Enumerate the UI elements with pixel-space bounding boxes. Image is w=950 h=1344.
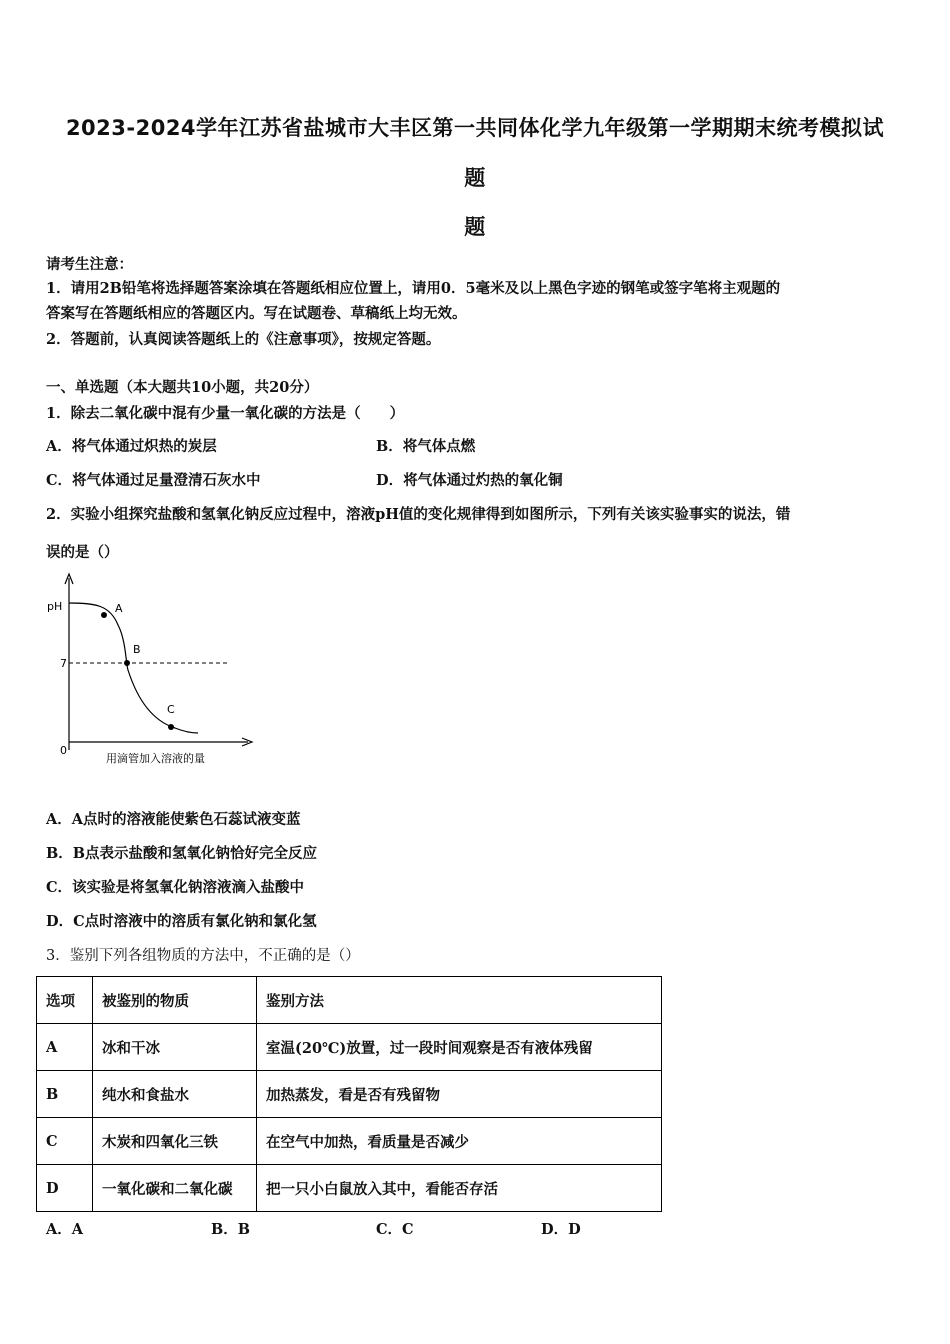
- q3-option-b: B．B: [211, 1221, 251, 1238]
- table-cell: B: [37, 1071, 93, 1118]
- q1-stem: 1．除去二氧化碳中混有少量一氧化碳的方法是（ ）: [46, 405, 405, 422]
- q2-option-a: A．A点时的溶液能使紫色石蕊试液变蓝: [46, 811, 301, 828]
- table-cell: 把一只小白鼠放入其中，看能否存活: [257, 1165, 662, 1212]
- document-title-line-3: 题: [464, 215, 486, 239]
- table-cell: 一氧化碳和二氧化碳: [93, 1165, 257, 1212]
- q2-stem-line-1: 2．实验小组探究盐酸和氢氧化钠反应过程中，溶液pH值的变化规律得到如图所示，下列有关该实验事实的说法，错: [46, 506, 791, 523]
- q2-option-c: C．该实验是将氢氧化钠溶液滴入盐酸中: [46, 879, 305, 896]
- notice-item-1-line-2: 答案写在答题纸相应的答题区内。写在试题卷、草稿纸上均无效。: [46, 305, 467, 322]
- reference-tick-label: 7: [60, 657, 67, 670]
- notice-item-1-line-1: 1．请用2B铅笔将选择题答案涂填在答题纸相应位置上，请用0．5毫米及以上黑色字迹的钢笔或签字笔将主观题的: [46, 280, 781, 297]
- q3-table: [36, 976, 662, 1212]
- q2-option-d: D．C点时溶液中的溶质有氯化钠和氯化氢: [46, 913, 317, 930]
- table-cell: A: [37, 1024, 93, 1071]
- table-row: [37, 1118, 662, 1165]
- q2-option-b: B．B点表示盐酸和氢氧化钠恰好完全反应: [46, 845, 318, 862]
- chart-axes: [65, 574, 252, 750]
- q1-option-b: B．将气体点燃: [376, 438, 476, 455]
- table-cell: 加热蒸发，看是否有残留物: [257, 1071, 662, 1118]
- table-header-cell: 选项: [37, 977, 93, 1024]
- ph-curve-chart: [40, 570, 270, 770]
- q2-stem-line-2: 误的是（）: [46, 544, 119, 561]
- point-c-label: C: [167, 703, 175, 716]
- q3-option-a: A．A: [46, 1221, 84, 1238]
- notice-heading: 请考生注意：: [46, 256, 133, 273]
- q1-option-a: A．将气体通过炽热的炭层: [46, 438, 217, 455]
- table-cell: 木炭和四氧化三铁: [93, 1118, 257, 1165]
- point-b: [124, 660, 130, 666]
- q1-option-d: D．将气体通过灼热的氧化铜: [376, 472, 563, 489]
- document-title-line-1: 2023-2024学年江苏省盐城市大丰区第一共同体化学九年级第一学期期末统考模拟试: [65, 116, 885, 140]
- q1-option-c: C．将气体通过足量澄清石灰水中: [46, 472, 261, 489]
- q3-option-d: D．D: [541, 1221, 581, 1238]
- x-axis-label: 用滴管加入溶液的量: [106, 752, 205, 765]
- table-header-row: [37, 977, 662, 1024]
- table-row: [37, 1071, 662, 1118]
- table-row: [37, 1024, 662, 1071]
- point-a-label: A: [115, 602, 123, 615]
- table-cell: C: [37, 1118, 93, 1165]
- table-cell: D: [37, 1165, 93, 1212]
- table-cell: 在空气中加热，看质量是否减少: [257, 1118, 662, 1165]
- y-axis-label: pH: [47, 600, 63, 613]
- point-a: [101, 612, 107, 618]
- table-cell: 纯水和食盐水: [93, 1071, 257, 1118]
- point-c: [168, 724, 174, 730]
- ph-curve: [69, 603, 198, 733]
- document-title-line-2: 题: [464, 166, 486, 190]
- table-cell: 冰和干冰: [93, 1024, 257, 1071]
- point-b-label: B: [133, 643, 141, 656]
- q3-stem: 3．鉴别下列各组物质的方法中，不正确的是（）: [46, 948, 360, 964]
- table-header-cell: 鉴别方法: [257, 977, 662, 1024]
- notice-item-2: 2．答题前，认真阅读答题纸上的《注意事项》，按规定答题。: [46, 331, 441, 348]
- q3-option-c: C．C: [376, 1221, 414, 1238]
- table-header-cell: 被鉴别的物质: [93, 977, 257, 1024]
- section-heading: 一、单选题（本大题共10小题，共20分）: [46, 379, 319, 396]
- origin-label: 0: [60, 744, 67, 757]
- table-cell: 室温(20℃)放置，过一段时间观察是否有液体残留: [257, 1024, 662, 1071]
- table-row: [37, 1165, 662, 1212]
